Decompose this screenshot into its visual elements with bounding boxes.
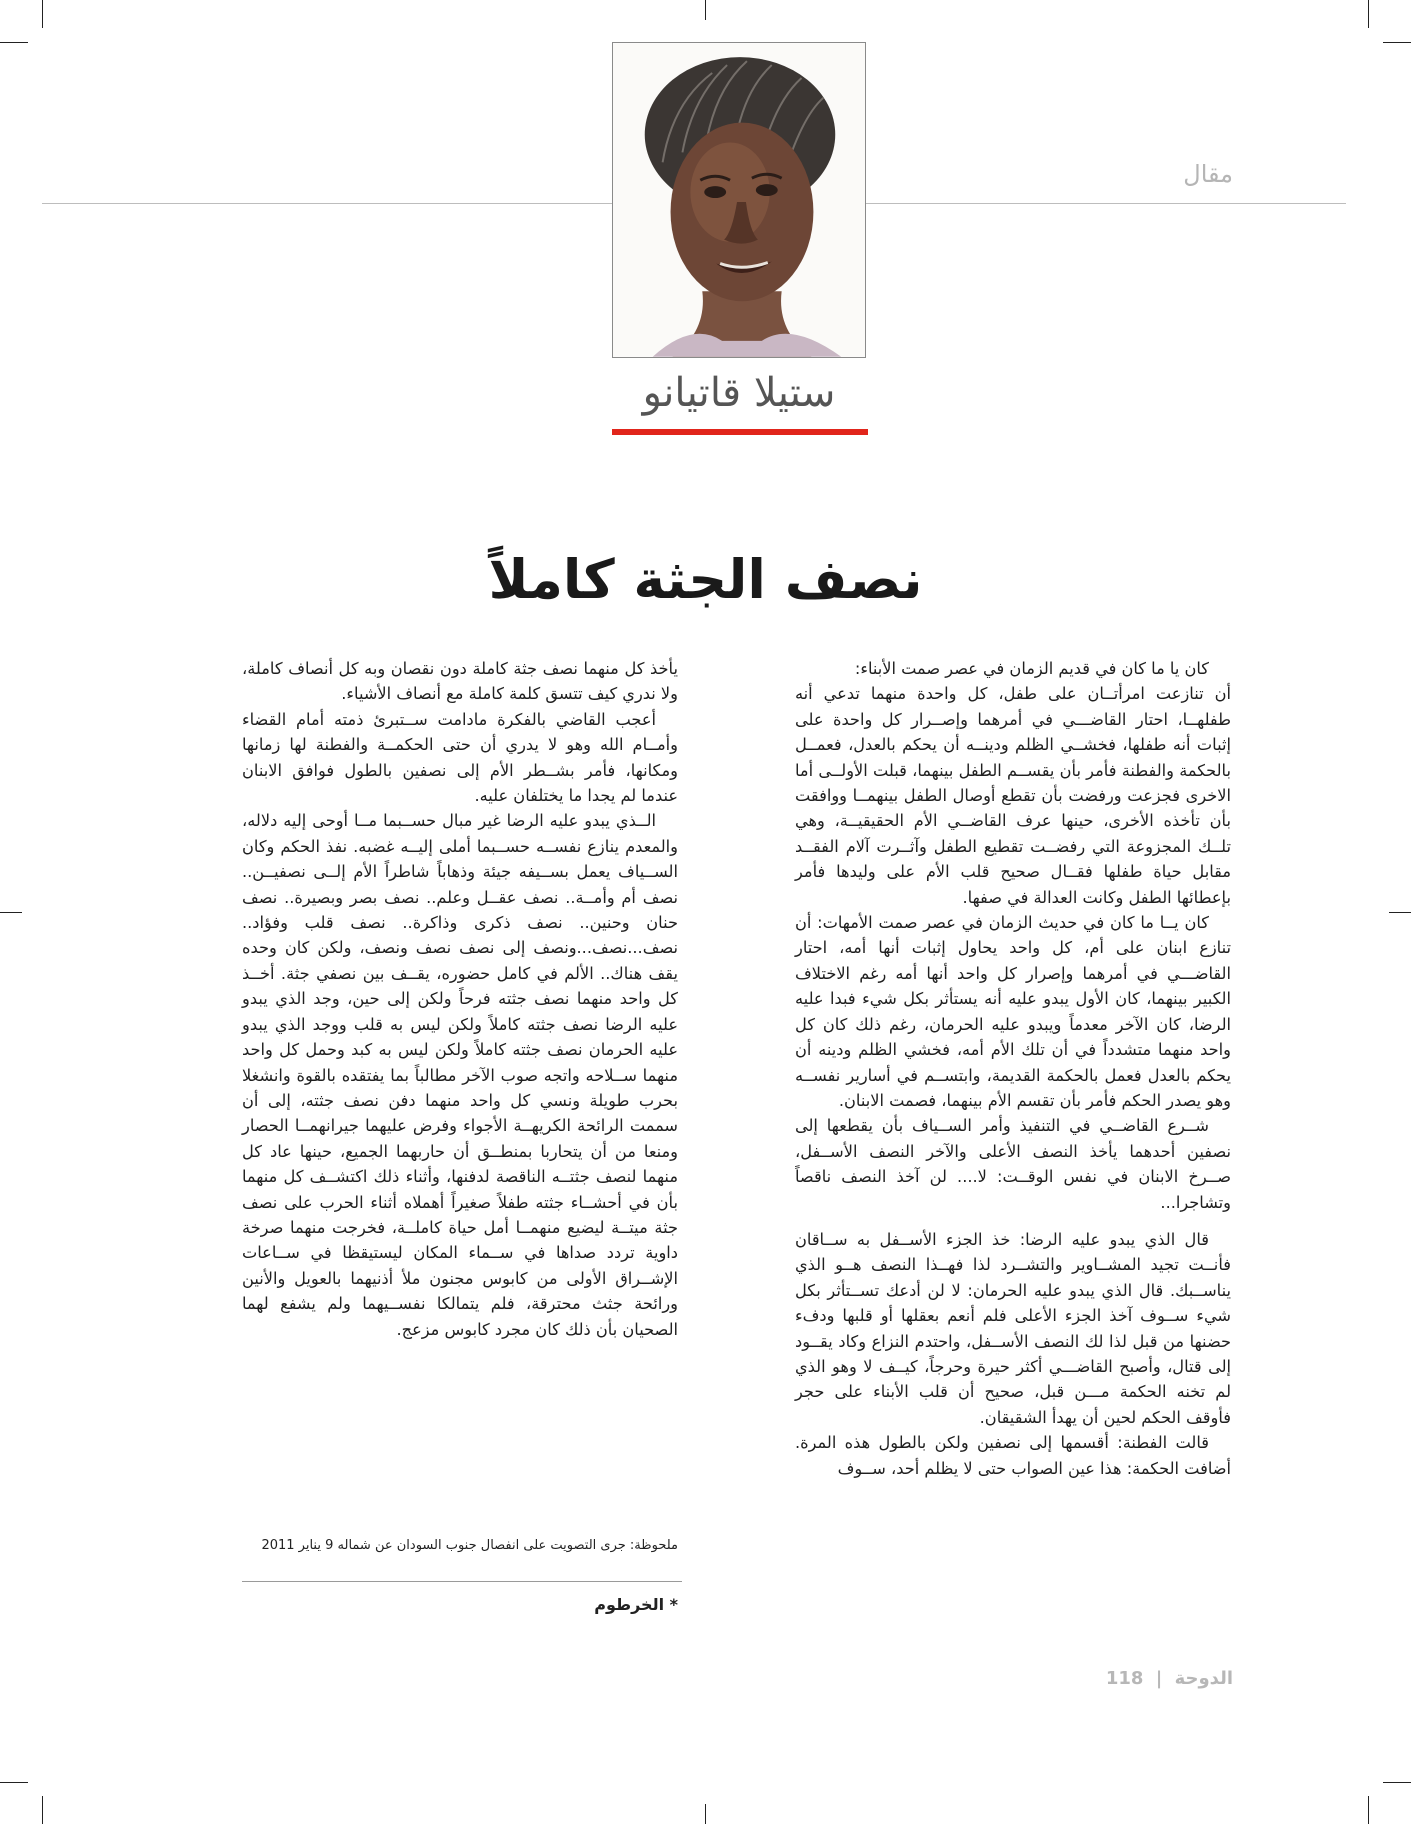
paragraph: كان يــا ما كان في حديث الزمان في عصر صمت الأمهات: أن تنازع ابنان على أم، كل واحد يحاول إثبات أنها أمه، احتار القاضـــي في أمرهما وإصرار كل واحد أنها أمه رغم الاختلاف الكبير بينهما، كان الأول يبدو عليه أنه يستأثر بكل شيء فبدا عليه الرضا، كان الآخر معدماً ويبدو عليه الحرمان، رغم ذلك كان كل واحد منهما متشدداً في أن تلك الأم أمه، فخشي الظلم ودينه أن يحكم بالعدل فعمل بالحكمة القديمة، وابتســم في أسارير نفســه وهو يصدر الحكم فأمر بأن تقسم الأم بينهما، فصمت الابنان.	[795, 913, 1231, 1110]
dateline-place: * الخرطوم	[594, 1595, 678, 1614]
crop-mark	[1383, 1782, 1411, 1783]
paragraph: كان يا ما كان في قديم الزمان في عصر صمت الأبناء:	[854, 659, 1209, 678]
crop-mark	[42, 1796, 43, 1824]
author-accent-rule	[612, 429, 868, 435]
crop-mark	[1368, 1796, 1369, 1824]
crop-mark	[42, 0, 43, 28]
crop-mark	[705, 0, 706, 20]
page-footer	[1100, 1668, 1233, 1689]
paragraph: قالت الفطنة: أقسمها إلى نصفين ولكن بالطول هذه المرة. أضافت الحكمة: هذا عين الصواب حتى لا يظلم أحد، ســوف	[795, 1433, 1231, 1478]
paragraph: قال الذي يبدو عليه الرضا: خذ الجزء الأســفل به ســاقان فأنــت تجيد المشــاوير والتشــرد لذا فهــذا النصف هــو الذي يناســبك. قال الذي يبدو عليه الحرمان: لا لن أدعك تســتأثر بكل شيء ســوف آخذ الجزء الأعلى فلم أنعم بعقلها أو قلبها ودفء حضنها من قبل لذا لك النصف الأســفل، واحتدم النزاع وكاد يقــود إلى قتال، وأصبح القاضـــي أكثر حيرة وحرجاً، كيــف لا وهو الذي لم تخنه الحكمة مـــن قبل، صحيح أن قلب الأبناء على حجر فأوقف الحكم لحين أن يهدأ الشقيقان.	[795, 1229, 1231, 1427]
crop-mark	[0, 912, 22, 913]
footer-separator: |	[1155, 1668, 1163, 1689]
paragraph: الــذي يبدو عليه الرضا غير مبال حســبما مــا أوحى إليه دلاله، والمعدم ينازع نفســه حســبما أملى إليــه غضبه. نفذ الحكم وكان الســياف يعمل بســيفه جيئة وذهاباً شاطراً الأم إلــى نصفيــن.. نصف أم وأمــة.. نصف عقــل وعلم.. نصف بصر وبصيرة.. نصف حنان وحنين.. نصف ذكرى وذاكرة.. نصف قلب وفؤاد.. نصف...نصف...ونصف إلى نصف نصف ونصف، ولكن كان وحده يقف هناك.. الألم في كامل حضوره، يقــف بين نصفي جثة. أخــذ كل واحد منهما نصف جثته فرحاً ولكن إلى حين، وجد الذي يبدو عليه الرضا نصف جثته كاملاً ولكن ليس به قلب ووجد الذي يبدو عليه الحرمان نصف جثته كاملاً ولكن ليس به كبد وحمل كل واحد منهما ســلاحه واتجه صوب الآخر مطالباً بما يفتقده بالقوة وانشغلا بحرب طويلة ونسي كل واحد منهما دفن نصف جثته، إلى أن سممت الرائحة الكريهــة الأجواء وفرض عليهما جيرانهمــا الحصار ومنعا من أن يتحاربا بمنطــق أن حاربهما الجميع، حينها عاد كل منهما لنصف جثتــه الناقصة لدفنها، وأثناء ذلك اكتشــف كل منهما بأن في أحشــاء جثته طفلاً صغيراً أهملاه أثناء الحرب على نصف جثة ميتــة ليضيع منهمــا أمل حياة كاملــة، فخرجت منهما صرخة داوية تردد صداها في ســماء المكان ليستيقظا في ســاعات الإشــراق الأولى من كابوس مجنون ملأ أذنيهما بالعويل والأنين ورائحة جثث محترقة، فلم يتمالكا نفســيهما ولم يشفع لهما الصحيان بأن ذلك كان مجرد كابوس مزعج.	[242, 811, 678, 1339]
article-column-left	[242, 656, 678, 1342]
footnote-divider	[242, 1581, 682, 1582]
crop-mark	[1383, 42, 1411, 43]
crop-mark	[705, 1804, 706, 1824]
paragraph: أعجب القاضي بالفكرة مادامت ســتبرئ ذمته أمام القضاء وأمــام الله وهو لا يدري أن حتى الحكمــة والفطنة لها زمانها ومكانها، فأمر بشــطر الأم إلى نصفين بالطول فوافق الابنان عندما لم يجدا ما يختلفان عليه.	[242, 709, 678, 806]
crop-mark	[1389, 912, 1411, 913]
crop-mark	[1368, 0, 1369, 28]
author-portrait	[612, 42, 866, 358]
author-name: ستيلا قاتيانو	[642, 370, 836, 416]
article-column-right	[795, 656, 1231, 1481]
crop-mark	[0, 1782, 28, 1783]
paragraph: شــرع القاضــي في التنفيذ وأمر الســياف بأن يقطعها إلى نصفين أحدهما يأخذ النصف الأعلى والآخر النصف الأســفل، صــرخ الابنان في نفس الوقــت: لا.... لن آخذ النصف ناقصاً وتشاجرا...	[795, 1116, 1231, 1212]
article-title: نصف الجثة كاملاً	[488, 548, 923, 612]
crop-mark	[0, 42, 28, 43]
footnote: ملحوظة: جرى التصويت على انفصال جنوب السودان عن شماله 9 يناير 2011	[261, 1538, 678, 1553]
magazine-name: الدوحة	[1174, 1668, 1233, 1689]
paragraph: أن تنازعت امرأتــان على طفل، كل واحدة منهما تدعي أنه طفلهــا، احتار القاضـــي في أمرهما وإصــرار كل واحدة على إثبات أنه طفلها، فخشــي الظلم ودينــه أن يحكم بالعدل، فعمــل بالحكمة والفطنة فأمر بأن يقســم الطفل بينهما، قبلت الأولــى أما الاخرى فجزعت ورفضت بأن تقطع أوصال الطفل بينهمــا ووافقت بأن تأخذه الأخرى، حينها عرف القاضــي الأم الحقيقيــة، وهي تلــك المجزوعة التي رفضــت تقطيع الطفل وآثــرت آلام الفقــد مقابل حياة طفلها فقــال صحيح قلب الأم على وليدها فأمر بإعطائها الطفل وكانت العدالة في صفها.	[795, 684, 1231, 907]
paragraph: يأخذ كل منهما نصف جثة كاملة دون نقصان وبه كل أنصاف كاملة، ولا ندري كيف تتسق كلمة كاملة مع أنصاف الأشياء.	[242, 659, 678, 704]
section-label: مقال	[1183, 160, 1233, 188]
page-number: 118	[1105, 1668, 1144, 1689]
